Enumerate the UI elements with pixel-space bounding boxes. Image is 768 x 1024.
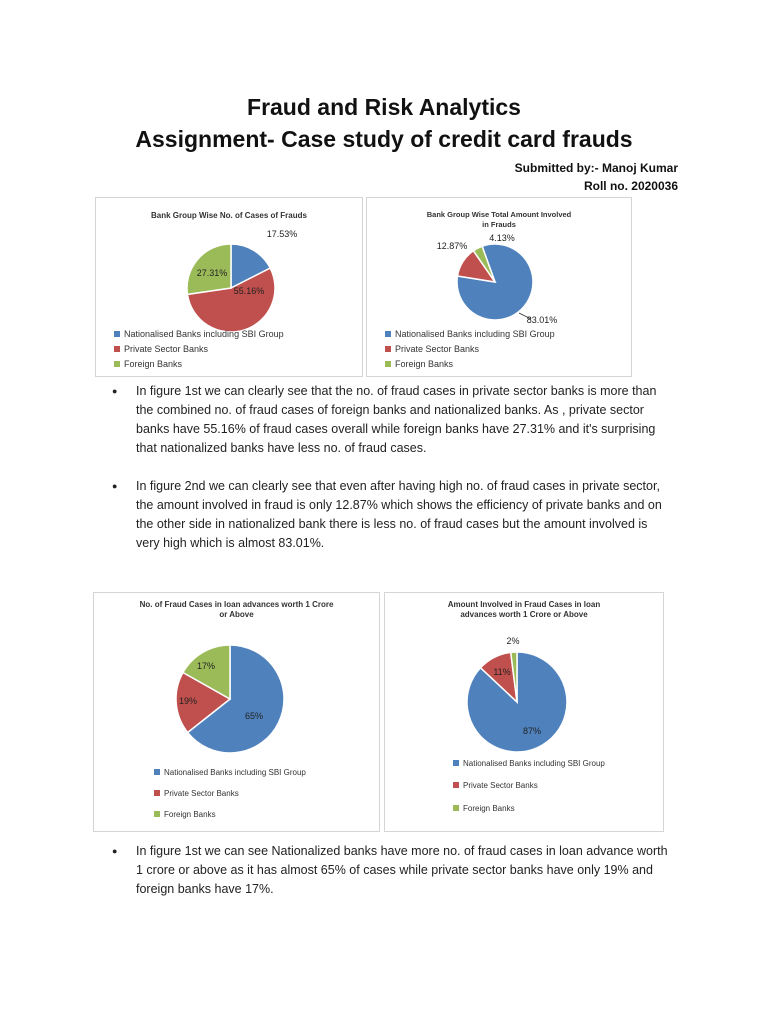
legend-label: Nationalised Banks including SBI Group — [124, 329, 284, 339]
legend-label: Foreign Banks — [395, 359, 454, 369]
data-label: 2% — [506, 636, 520, 646]
chart-fraud-cases — [95, 197, 363, 377]
bullet-item: ● In figure 1st we can clearly see that the no. of fraud cases in private sector banks is more than the combined no. of fraud cases of foreign banks and nationalized banks. As , private sector banks have 55.16% of fraud cases overall while foreign banks have 27.31% and it's surprising that nationalized banks have less no. of fraud cases. — [112, 382, 672, 458]
legend-label: Nationalised Banks including SBI Group — [395, 329, 555, 339]
data-label: 17% — [196, 661, 216, 671]
legend-swatch — [385, 346, 391, 352]
legend-swatch — [385, 361, 391, 367]
bullet-item: ● In figure 1st we can see Nationalized banks have more no. of fraud cases in loan advance worth 1 crore or above as it has almost 65% of cases while private sector banks have only 19% and foreign banks have 17%. — [112, 842, 672, 899]
legend-swatch — [385, 331, 391, 337]
data-label: 4.13% — [489, 233, 515, 243]
data-label: 12.87% — [436, 241, 468, 251]
chart-title: Bank Group Wise Total Amount Involved — [426, 210, 572, 219]
bullet-item: ● In figure 2nd we can clearly see that even after having high no. of fraud cases in private sector, the amount involved in fraud is only 12.87% which shows the efficiency of private banks and on the other side in nationalized bank there is less no. of fraud cases but the amount involved is very high which is almost 83.01%. — [112, 477, 672, 553]
data-label: 87% — [522, 726, 542, 736]
legend-label: Private Sector Banks — [164, 789, 239, 798]
title-line-2: Assignment- Case study of credit card frauds — [135, 126, 633, 152]
legend-swatch — [453, 805, 459, 811]
legend-label: Foreign Banks — [164, 810, 216, 819]
legend-swatch — [154, 769, 160, 775]
data-label: 11% — [493, 667, 511, 677]
legend-label: Nationalised Banks including SBI Group — [463, 759, 605, 768]
legend-swatch — [453, 782, 459, 788]
legend-swatch — [114, 346, 120, 352]
title-line-1: Fraud and Risk Analytics — [247, 94, 521, 120]
data-label: 55.16% — [233, 286, 265, 296]
legend-swatch — [114, 331, 120, 337]
legend-label: Foreign Banks — [463, 804, 515, 813]
data-label: 17.53% — [266, 229, 298, 239]
data-label: 83.01% — [526, 315, 558, 325]
data-label: 65% — [244, 711, 264, 721]
bullet-list-top — [112, 382, 672, 553]
chart-title: in Frauds — [482, 220, 516, 229]
chart-loan-cases — [93, 592, 380, 832]
legend-label: Private Sector Banks — [463, 781, 538, 790]
bullet-list-bottom — [112, 842, 672, 899]
data-label: 27.31% — [196, 268, 228, 278]
legend-swatch — [154, 790, 160, 796]
legend-label: Foreign Banks — [124, 359, 183, 369]
chart-title: advances worth 1 Crore or Above — [460, 610, 588, 619]
legend-label: Nationalised Banks including SBI Group — [164, 768, 306, 777]
chart-loan-amount — [384, 592, 664, 832]
legend-label: Private Sector Banks — [395, 344, 480, 354]
roll-number: Roll no. 2020036 — [583, 179, 678, 193]
legend-swatch — [114, 361, 120, 367]
chart-title: No. of Fraud Cases in loan advances worth 1 Crore — [139, 600, 334, 609]
data-label: 19% — [178, 696, 198, 706]
legend-label: Private Sector Banks — [124, 344, 209, 354]
submitted-by: Submitted by:- Manoj Kumar — [514, 161, 678, 175]
chart-title: Bank Group Wise No. of Cases of Frauds — [151, 211, 307, 220]
chart-title: or Above — [219, 610, 254, 619]
legend-swatch — [154, 811, 160, 817]
chart-title: Amount Involved in Fraud Cases in loan — [447, 600, 601, 609]
chart-fraud-amount — [366, 197, 632, 377]
legend-swatch — [453, 760, 459, 766]
